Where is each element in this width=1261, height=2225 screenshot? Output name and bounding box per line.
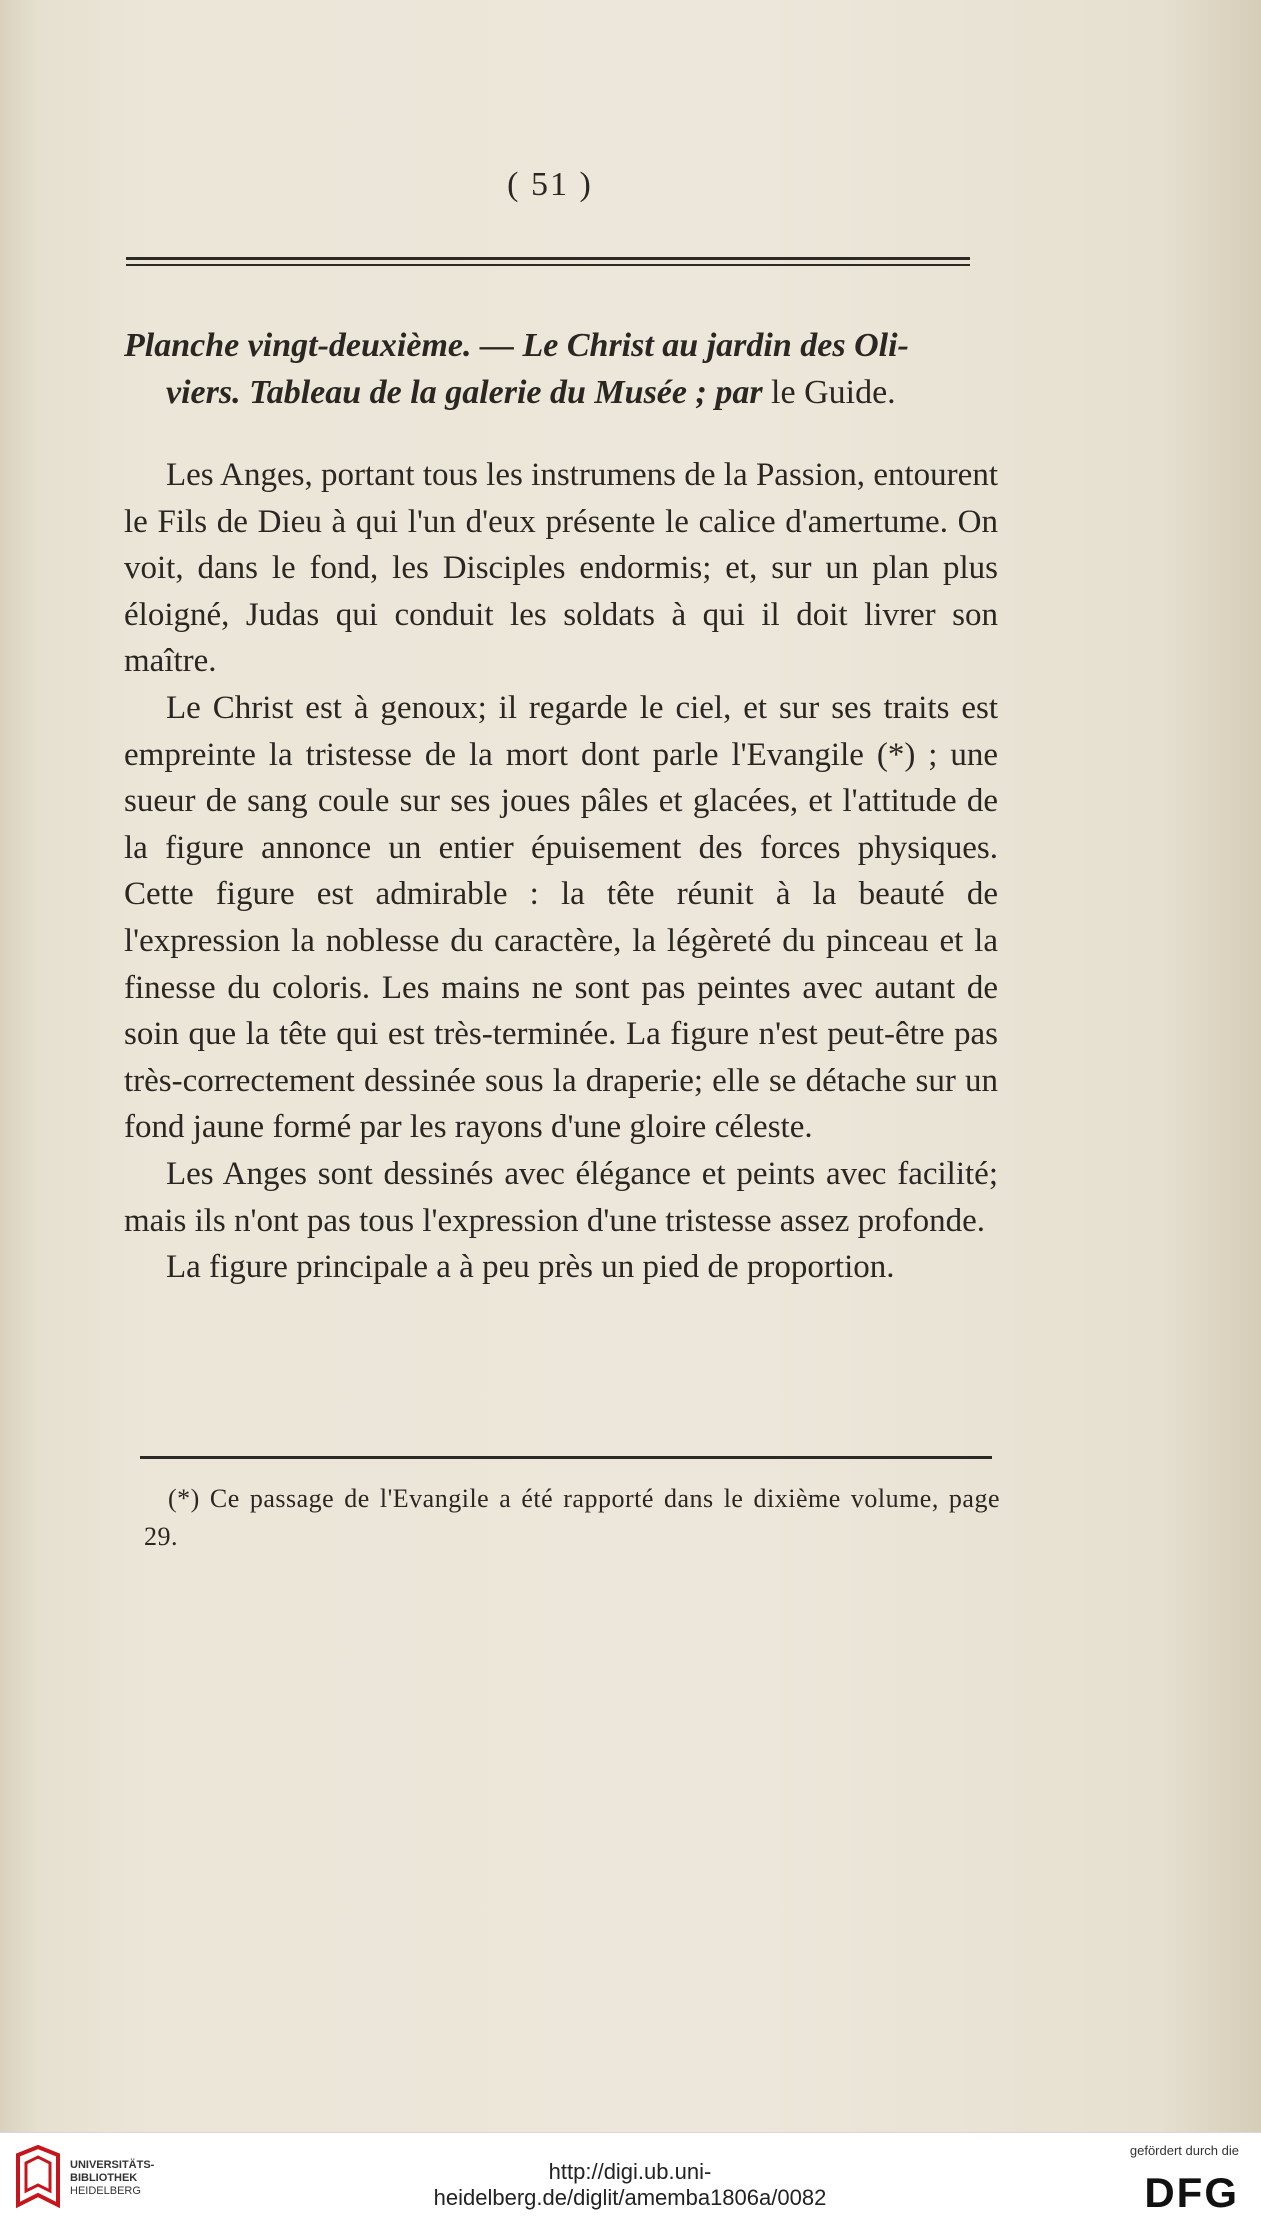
heidelberg-library-logo-icon[interactable] bbox=[14, 2145, 62, 2211]
footnote-rule bbox=[140, 1456, 992, 1459]
dfg-logo[interactable]: DFG bbox=[1144, 2169, 1239, 2216]
sponsor-label: gefördert durch die bbox=[1129, 2143, 1239, 2158]
paragraph-2: Le Christ est à genoux; il regarde le ciel, et sur ses traits est empreinte la tristesse de la mort dont parle l'Evangile (*) ; une sueur de sang coule sur ses joues pâles et glacées, et l'attitude de la figure annonce un entier épuisement des forces physiques. Cette figure est admirable : la tête réunit à la beauté de l'expression la noblesse du caractère, la légèreté du pinceau et la finesse du coloris. Les mains ne sont pas peintes avec autant de soin que la tête qui est très-terminée. La figure n'est peut-être pas très-correctement dessinée sous la draperie; elle se détache sur un fond jaune formé par les rayons d'une gloire céleste. bbox=[124, 689, 998, 1146]
heading-line-2: viers. Tableau de la galerie du Musée ; par le Guide. bbox=[166, 374, 896, 411]
heading-line-1: Planche vingt-deuxième. — Le Christ au jardin des Oli- bbox=[124, 327, 909, 364]
viewer-footer bbox=[0, 2132, 1261, 2225]
plate-heading bbox=[124, 322, 990, 416]
permalink-url[interactable]: http://digi.ub.uni-heidelberg.de/diglit/amemba1806a/0082 bbox=[433, 2159, 827, 2210]
page-number: ( 51 ) bbox=[507, 166, 593, 203]
paragraph-4: La figure principale a à peu près un pied de proportion. bbox=[166, 1249, 895, 1286]
library-name: UNIVERSITÄTS- BIBLIOTHEK HEIDELBERG bbox=[70, 2159, 155, 2197]
header-double-rule bbox=[126, 257, 970, 266]
paragraph-3: Les Anges sont dessinés avec élégance et peints avec facilité; mais ils n'ont pas tous l'expression d'une tristesse assez profonde. bbox=[124, 1155, 998, 1239]
footnote: (*) Ce passage de l'Evangile a été rapporté dans le dixième volume, page 29. bbox=[144, 1484, 1000, 1551]
body-text bbox=[124, 452, 998, 1291]
paragraph-1: Les Anges, portant tous les instrumens de la Passion, entourent le Fils de Dieu à qui l'un d'eux présente le calice d'amertume. On voit, dans le fond, les Disciples endormis; et, sur un plan plus éloigné, Judas qui conduit les soldats à qui il doit livrer son maître. bbox=[124, 457, 998, 680]
